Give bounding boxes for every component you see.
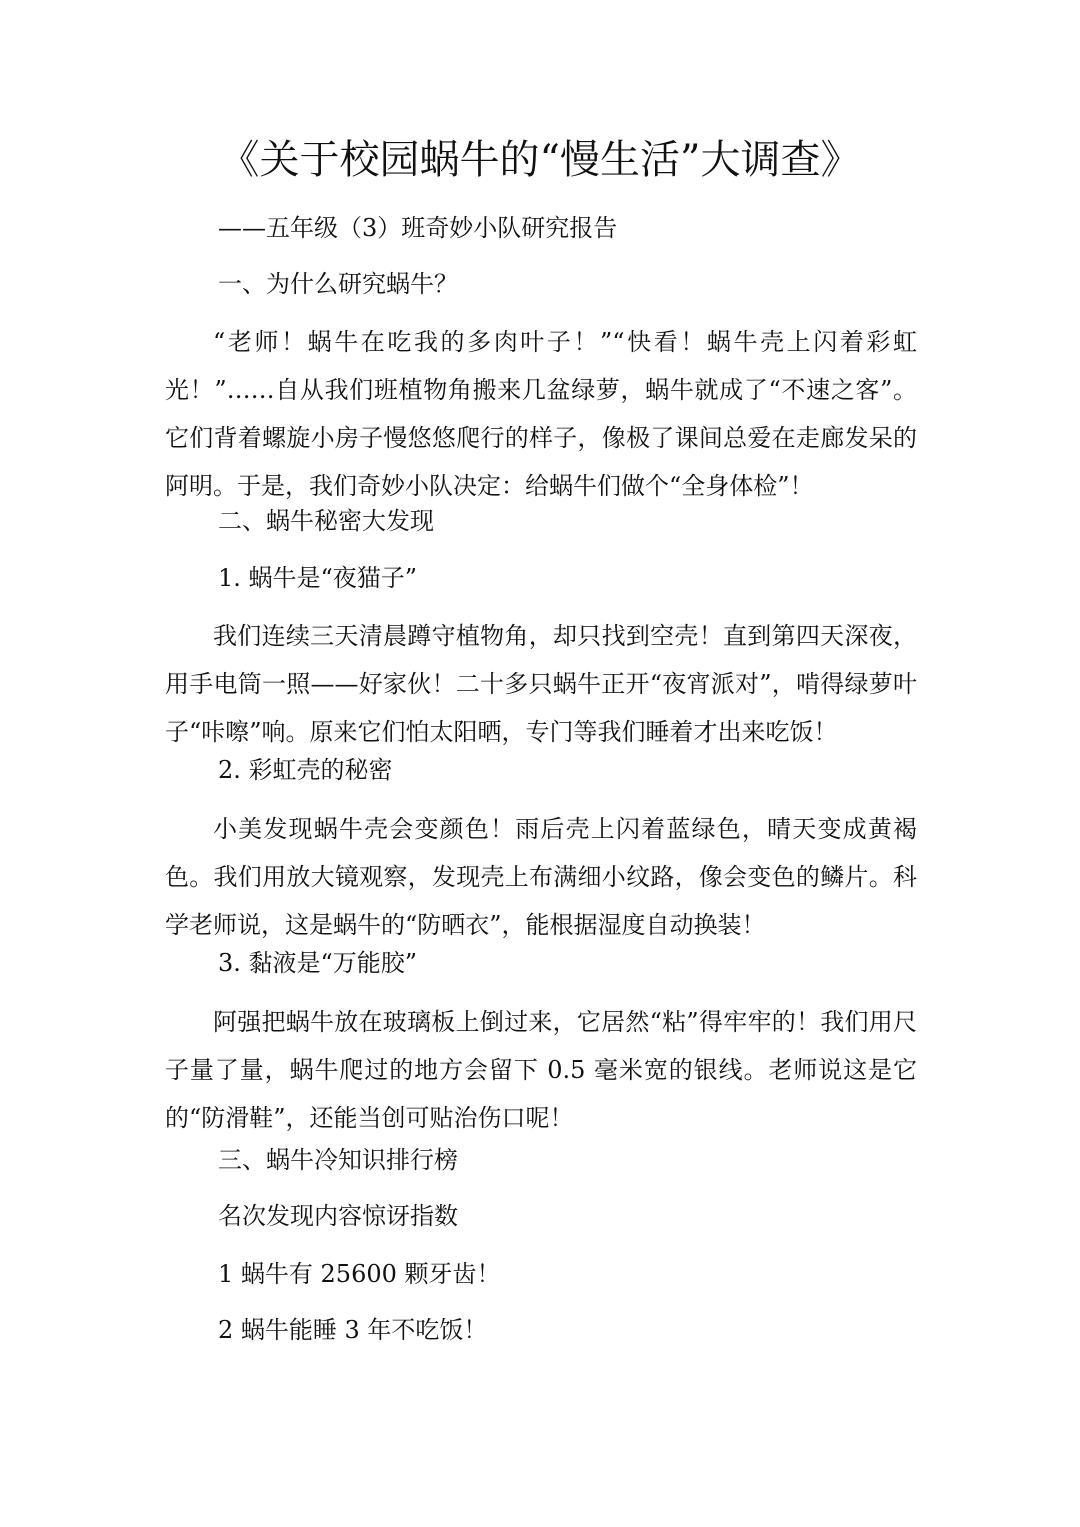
subtitle: ——五年级（3）班奇妙小队研究报告 <box>218 214 618 242</box>
ranking-table-header: 名次发现内容惊讶指数 <box>218 1202 458 1230</box>
section-2-item-2-paragraph: 小美发现蜗牛壳会变颜色！雨后壳上闪着蓝绿色，晴天变成黄褐色。我们用放大镜观察，发现壳上布满细小纹路，像会变色的鳞片。科学老师说，这是蜗牛的“防晒衣”，能根据湿度自动换装！ <box>165 815 917 939</box>
section-1-paragraph: “老师！蜗牛在吃我的多肉叶子！”“快看！蜗牛壳上闪着彩虹光！”……自从我们班植物角搬来几盆绿萝，蜗牛就成了“不速之客”。它们背着螺旋小房子慢悠悠爬行的样子，像极了课间总爱在走廊发呆的阿明。于是，我们奇妙小队决定：给蜗牛们做个“全身体检”！ <box>165 328 917 500</box>
section-2-item-3-heading: 3. 黏液是“万能胶” <box>218 949 418 977</box>
section-2-item-1-paragraph: 我们连续三天清晨蹲守植物角，却只找到空壳！直到第四天深夜，用手电筒一照——好家伙！二十多只蜗牛正开“夜宵派对”，啃得绿萝叶子“咔嚓”响。原来它们怕太阳晒，专门等我们睡着才出来吃饭！ <box>165 622 917 746</box>
section-3-heading: 三、蜗牛冷知识排行榜 <box>218 1146 458 1174</box>
section-2-heading: 二、蜗牛秘密大发现 <box>218 507 434 535</box>
ranking-row-2: 2 蜗牛能睡 3 年不吃饭！ <box>218 1316 488 1344</box>
ranking-row-1: 1 蜗牛有 25600 颗牙齿！ <box>218 1260 501 1288</box>
section-2-item-1-heading: 1. 蜗牛是“夜猫子” <box>218 564 418 592</box>
section-2-item-2-heading: 2. 彩虹壳的秘密 <box>218 756 393 784</box>
section-1-heading: 一、为什么研究蜗牛？ <box>218 270 458 298</box>
section-2-item-3-paragraph: 阿强把蜗牛放在玻璃板上倒过来，它居然“粘”得牢牢的！我们用尺子量了量，蜗牛爬过的地方会留下 0.5 毫米宽的银线。老师说这是它的“防滑鞋”，还能当创可贴治伤口呢！ <box>165 1008 917 1132</box>
document-title: 《关于校园蜗牛的“慢生活”大调查》 <box>219 137 861 183</box>
